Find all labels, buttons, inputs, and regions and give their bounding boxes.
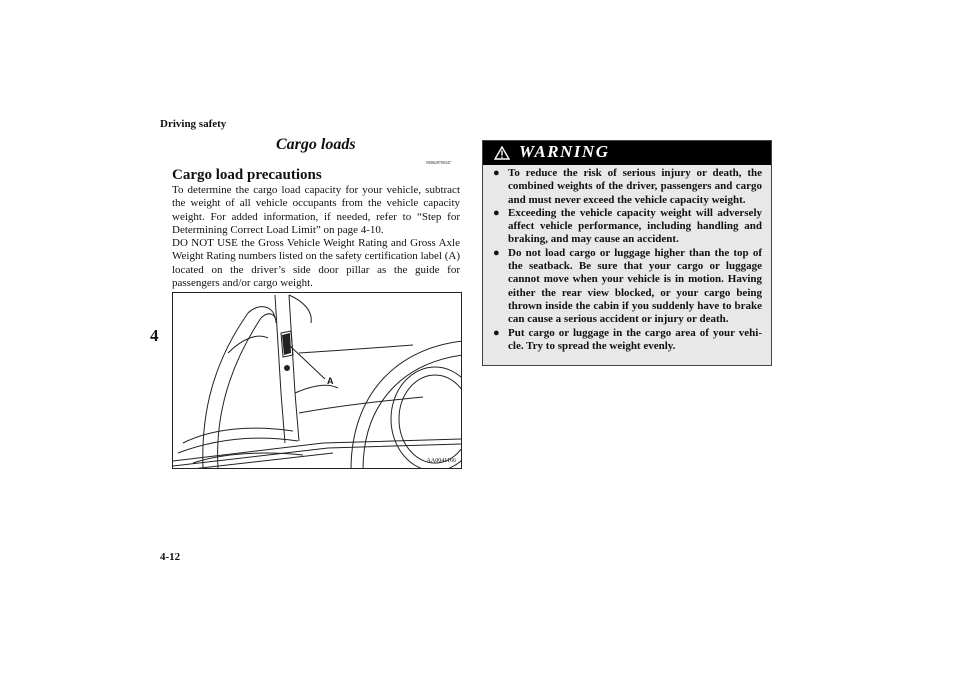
subsection-heading: Cargo load precautions xyxy=(172,167,322,183)
warning-item xyxy=(493,247,762,327)
page-number: 4-12 xyxy=(160,551,181,563)
section-title: Cargo loads xyxy=(276,136,356,153)
door-pillar-label-illustration xyxy=(172,292,462,469)
warning-item-text: Do not load cargo or luggage higher than the top of the seatback. Be sure that your cargo or luggage cannot move when your vehicle is in motion. Having either the rear view blocked, or your cargo being thrown inside the cabin if you suddenly have to brake can cause a serious accident or injury or death. xyxy=(508,246,762,326)
figure-code: AA0041166 xyxy=(426,458,456,464)
warning-item xyxy=(493,167,762,207)
warning-header xyxy=(483,141,771,165)
bullet-icon: ● xyxy=(493,326,500,339)
warning-item xyxy=(493,327,762,354)
bullet-icon: ● xyxy=(493,246,500,259)
chapter-tab-number: 4 xyxy=(150,326,159,345)
warning-item xyxy=(493,207,762,247)
warning-label: WARNING xyxy=(519,142,610,161)
warning-box xyxy=(482,140,772,366)
body-text xyxy=(172,184,460,290)
bullet-icon: ● xyxy=(493,206,500,219)
warning-item-text: Exceeding the vehicle capacity weight will adversely affect vehicle performance, including handling and braking, and may cause an accident. xyxy=(508,206,762,246)
warning-item-text: Put cargo or luggage in the cargo area of your vehi-cle. Try to spread the weight evenly. xyxy=(508,326,762,352)
door-pillar-drawing xyxy=(173,293,462,469)
running-header: Driving safety xyxy=(160,118,227,130)
warning-list xyxy=(483,165,771,353)
body-paragraph: To determine the cargo load capacity for your vehicle, subtract the weight of all vehicle occupants from the vehicle capacity weight. For added information, if needed, refer to “Step for Determining Correct Load Limit” on page 4-10. xyxy=(172,184,460,236)
section-code: N00629700347 xyxy=(426,160,451,165)
body-paragraph: DO NOT USE the Gross Vehicle Weight Rating and Gross Axle Weight Rating numbers listed on the safety certification label (A) located on the driver’s side door pillar as the guide for passengers and/or cargo weight. xyxy=(172,237,460,290)
warning-item-text: To reduce the risk of serious injury or death, the combined weights of the driver, passengers and cargo and must never exceed the vehicle capacity weight. xyxy=(508,167,762,206)
warning-triangle-icon xyxy=(494,146,510,165)
callout-a: A xyxy=(327,376,334,386)
bullet-icon: ● xyxy=(493,167,500,179)
